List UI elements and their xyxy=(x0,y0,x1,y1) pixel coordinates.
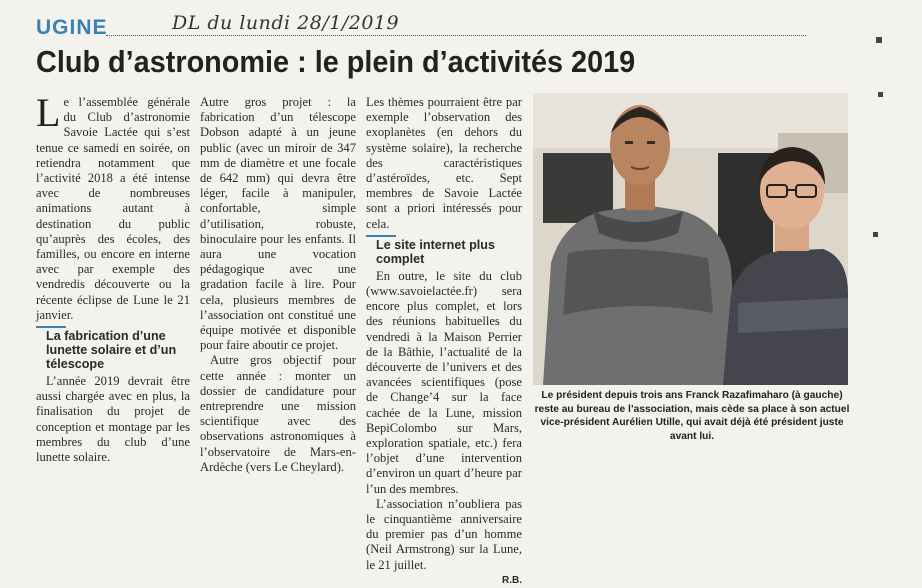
margin-mark xyxy=(873,232,878,237)
handwritten-note: DL du lundi 28/1/2019 xyxy=(172,12,400,34)
article-column-2 xyxy=(200,95,356,475)
paragraph-5: En outre, le site du club (www.savoielactée.fr) sera encore plus complet, et lors des réunions habituelles du vendredi à la Maison Perrier de la Bâthie, l’actualité de la découverte de l’univers et des avancées scientifiques (pose de Change’4 sur la face cachée de la Lune, mission BepiColombo sur Mars, exploration spatiale, etc.) fera l’objet d’une intervention d’environ un quart d’heure par l’un des membres. xyxy=(366,268,522,496)
article-column-1 xyxy=(36,90,190,465)
subheading-website: Le site internet plus complet xyxy=(366,238,522,266)
intro-text: e l’assemblée générale du Club d’astronomie Savoie Lactée qui s’est tenue ce samedi en soirée, on retiendra notamment que l’activité 2018 a été intense avec de nombreuses animations autant à destination du public qu’auprès des écoles, des familles, ou encore en interne avec par exemple des vendredis découverte ou la récente éclipse de Lune le 21 janvier. xyxy=(36,95,190,322)
paragraph-1: L’année 2019 devrait être aussi chargée avec en plus, la finalisation du projet de conception et montage par les membres du club d’une lunette solaire. xyxy=(36,374,190,465)
photo-caption: Le président depuis trois ans Franck Razafimaharo (à gauche) reste au bureau de l’association, mais cède sa place à son actuel vice-président Aurélien Utille, qui avait déjà été président juste avant lui. xyxy=(534,390,850,442)
paragraph-4-continued xyxy=(366,95,522,232)
subheading-telescope: La fabrication d’une lunette solaire et d’un télescope xyxy=(36,329,190,371)
p2-tail: Autre gros projet : la fabrication d’un télescope Dobson adapté à un jeune public (avec un miroir de 347 mm de diamètre et une focale de 642 mm) qui devra être léger, facile à manipuler, confortable, simple d’utilisation, robuste, binoculaire pour les enfants. Il aura une vocation pédagogique avec une gradation facile à lire. Pour cela, plusieurs membres de l’association ont constitué une équipe motivée et disponible pour faire aboutir ce projet. xyxy=(200,95,356,353)
margin-mark xyxy=(876,37,882,43)
paragraph-3: Autre gros objectif pour cette année : monter un dossier de candidature pour entreprendre une mission scientifique avec des observations astronomiques à l’observatoire de Mars-en-Ardèche (vers Le Cheylard). xyxy=(200,353,356,474)
paragraph-6: L’association n’oubliera pas le cinquantième anniversaire du premier pas d’un homme (Neil Armstrong) sur la Lune, le 21 juillet. xyxy=(366,496,522,572)
article-intro xyxy=(36,90,190,323)
article-column-3 xyxy=(366,95,522,588)
paragraph-2-continued xyxy=(200,95,356,353)
section-kicker: UGINE xyxy=(36,16,108,39)
kicker-rule xyxy=(106,35,806,36)
author-signature: R.B. xyxy=(502,574,522,586)
article-photo xyxy=(533,93,848,385)
p4-tail: Les thèmes pourraient être par exemple l’observation des exoplanètes (en dehors du système solaire), la recherche des caractéristiques d’astéroïdes, etc. Sept membres de Savoie Lactée sont a priori intéressés pour cela. xyxy=(366,95,522,231)
margin-mark xyxy=(878,92,883,97)
article-headline: Club d’astronomie : le plein d’activités 2019 xyxy=(36,44,636,79)
photo-image xyxy=(533,93,848,385)
drop-cap: L xyxy=(36,90,61,135)
